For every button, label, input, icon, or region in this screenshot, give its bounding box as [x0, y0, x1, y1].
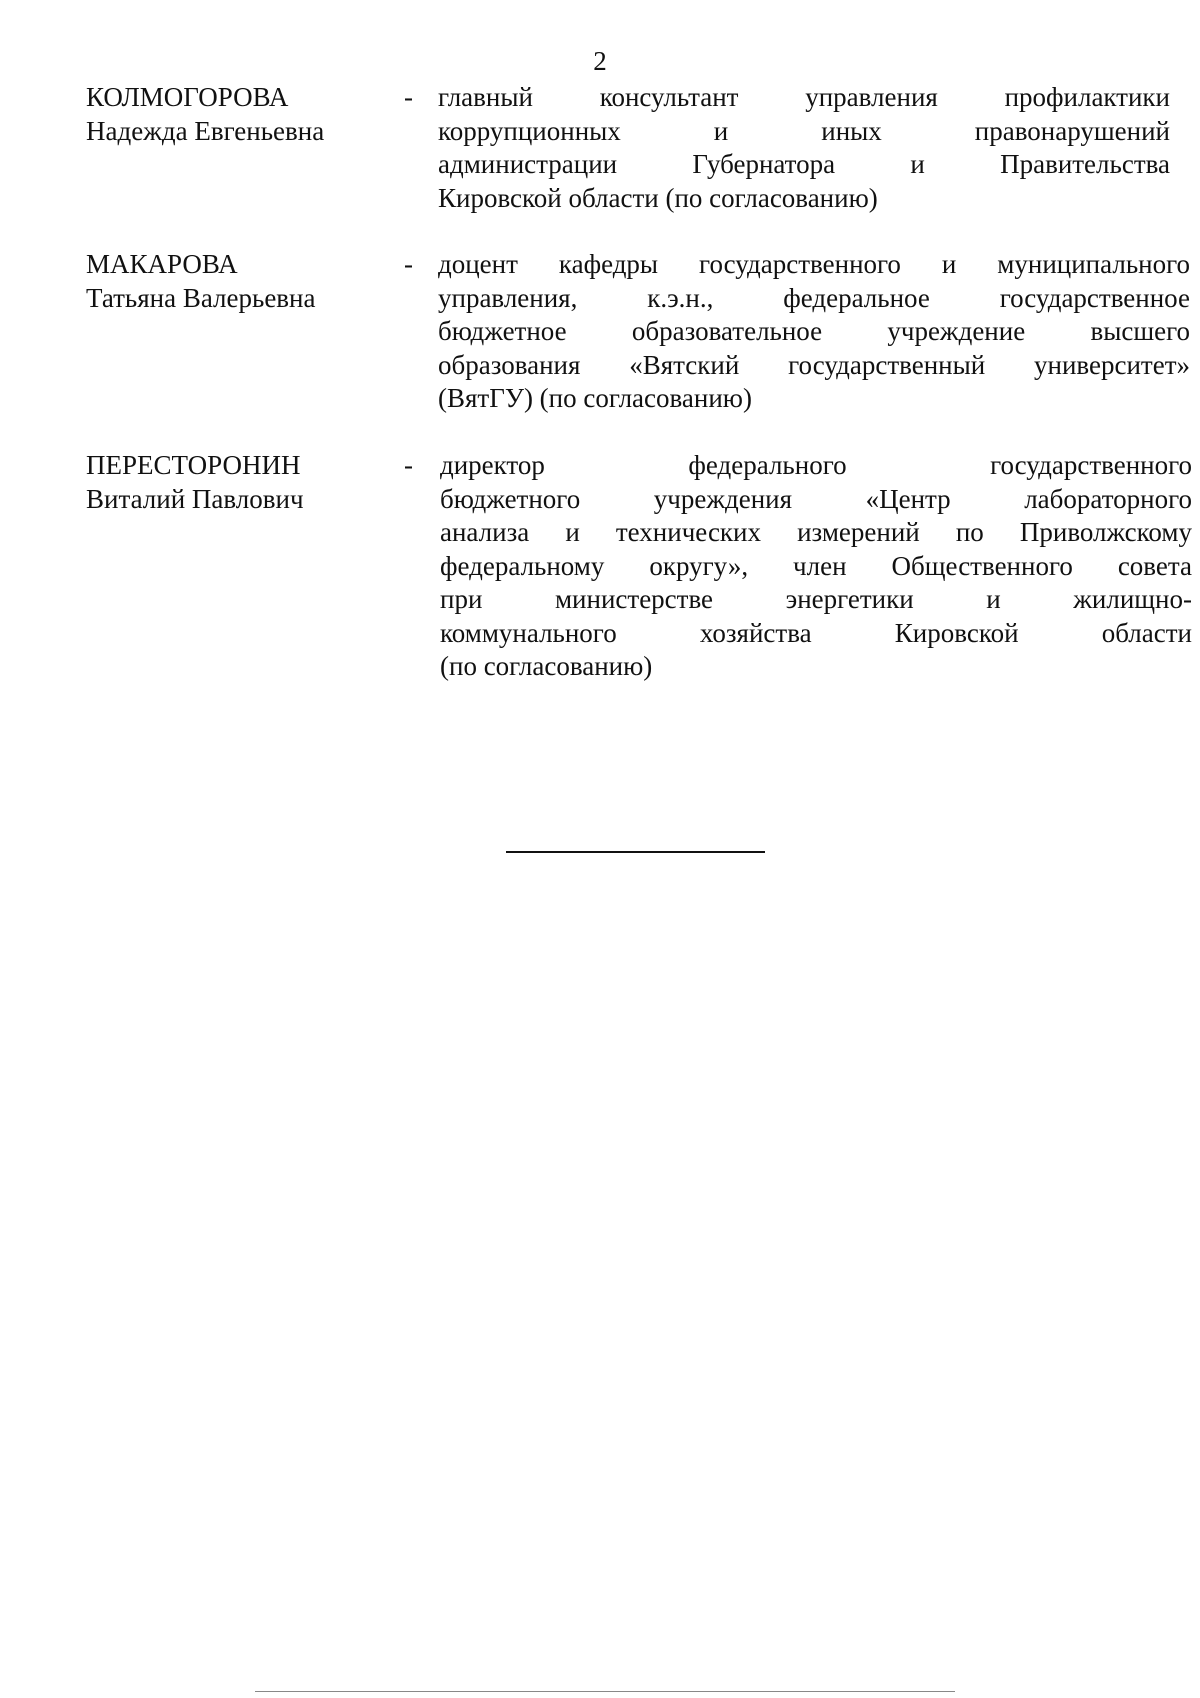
- member-description: [440, 449, 1192, 684]
- dash-separator: -: [404, 450, 413, 480]
- description-line: директор федерального государственного: [440, 450, 1192, 480]
- dash-separator: -: [404, 249, 413, 279]
- member-surname: МАКАРОВА: [86, 249, 238, 279]
- page-number: 2: [593, 46, 607, 76]
- member-description: [438, 81, 1170, 215]
- member-given-names: Надежда Евгеньевна: [86, 115, 325, 146]
- description-line: Кировской области (по согласованию): [438, 182, 878, 213]
- description-line: администрации Губернатора и Правительства: [438, 149, 1170, 179]
- description-line: доцент кафедры государственного и муниципального: [438, 249, 1190, 279]
- member-name: [86, 248, 386, 315]
- description-line: образования «Вятский государственный университет»: [438, 349, 1190, 380]
- description-line: главный консультант управления профилактики: [438, 82, 1170, 112]
- description-line: при министерстве энергетики и жилищно-: [440, 584, 1192, 614]
- member-given-names: Татьяна Валерьевна: [86, 282, 316, 313]
- member-given-names: Виталий Павлович: [86, 483, 304, 514]
- member-name: [86, 449, 386, 516]
- description-line: управления, к.э.н., федеральное государственное: [438, 282, 1190, 313]
- member-surname: КОЛМОГОРОВА: [86, 82, 289, 112]
- description-line: бюджетного учреждения «Центр лабораторного: [440, 483, 1192, 514]
- description-line: бюджетное образовательное учреждение высшего: [438, 316, 1190, 346]
- member-description: [438, 248, 1190, 416]
- description-line: анализа и технических измерений по Приволжскому: [440, 517, 1192, 547]
- member-surname: ПЕРЕСТОРОНИН: [86, 450, 301, 480]
- description-line: федеральному округу», член Общественного совета: [440, 550, 1192, 581]
- description-line: (по согласованию): [440, 651, 653, 681]
- dash-separator: -: [404, 82, 413, 112]
- description-line: коммунального хозяйства Кировской области: [440, 617, 1192, 648]
- description-line: (ВятГУ) (по согласованию): [438, 383, 752, 413]
- scan-bottom-edge: [255, 1691, 955, 1692]
- member-name: [86, 81, 386, 148]
- description-line: коррупционных и иных правонарушений: [438, 115, 1170, 146]
- end-divider-line: [506, 851, 765, 853]
